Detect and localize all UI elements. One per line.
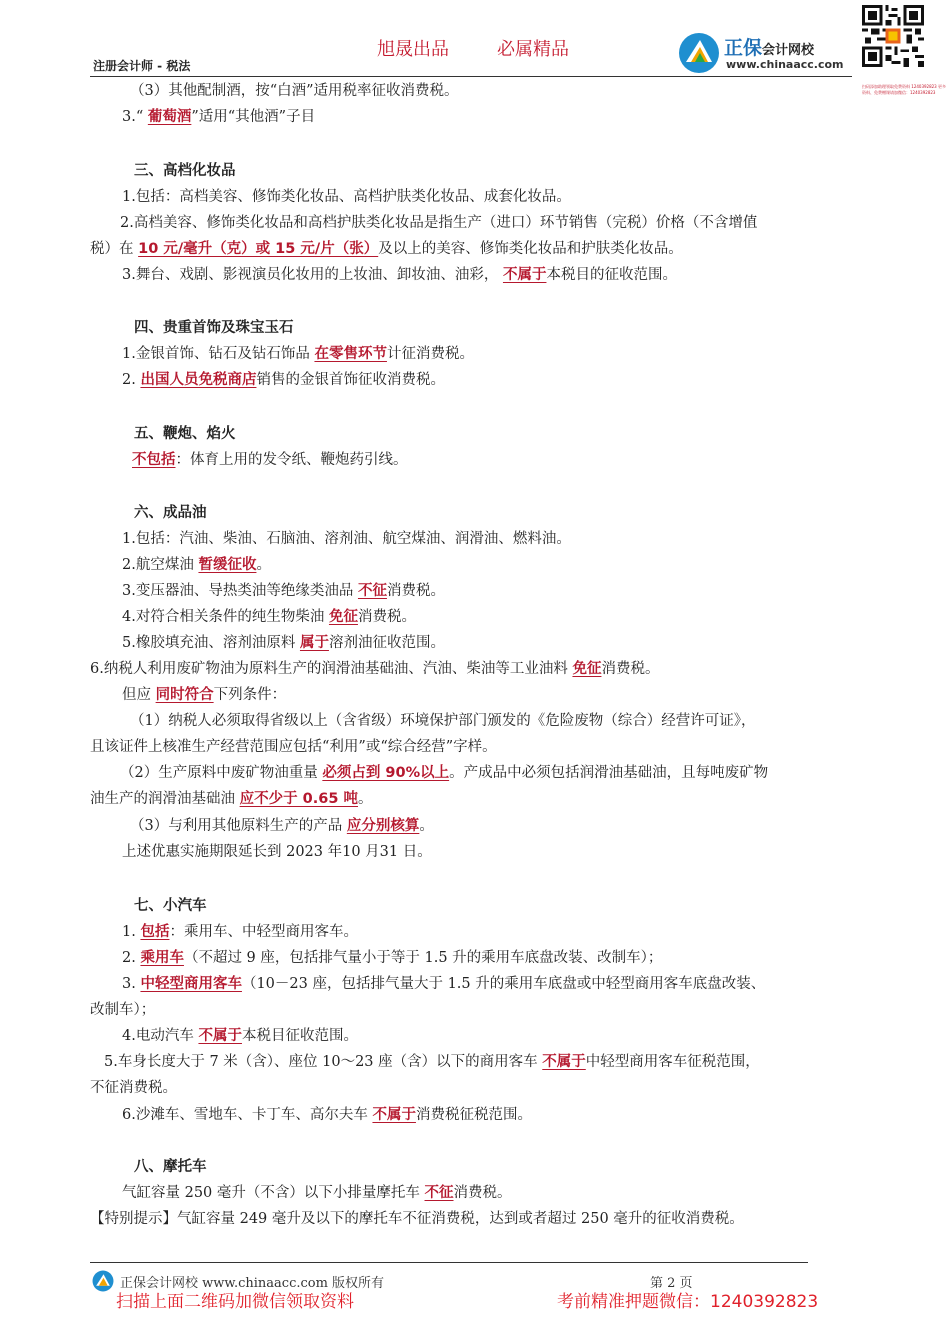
text-line xyxy=(90,1023,892,1049)
text-line xyxy=(90,104,892,130)
chinaacc-logo xyxy=(678,30,856,76)
text-run: 1.包括：高档美容、修饰类化妆品、高档护肤类化妆品、成套化妆品。 xyxy=(122,189,571,205)
text-run: 且该证件上核准生产经营范围应包括“利用”或“综合经营”字样。 xyxy=(90,739,497,755)
text-line xyxy=(90,262,892,288)
heading-text: 四、贵重首饰及珠宝玉石 xyxy=(134,320,294,336)
highlight-term: 不属于 xyxy=(372,1107,416,1123)
text-run: 油生产的润滑油基础油 xyxy=(90,791,240,807)
highlight-term: 出国人员免税商店 xyxy=(140,372,257,388)
text-run: 改制车）； xyxy=(90,1002,156,1018)
text-run: 1. xyxy=(122,924,141,940)
text-run: （不超过 9 座，包括排气量小于等于 1.5 升的乘用车底盘改装、改制车）； xyxy=(183,950,663,966)
text-line xyxy=(90,1180,892,1206)
text-line xyxy=(90,1206,860,1232)
text-run: 5.车身长度大于 7 米（含）、座位 10～23 座（含）以下的商用客车 xyxy=(104,1054,543,1070)
highlight-term: 同时符合 xyxy=(155,687,214,703)
highlight-term: 不包括 xyxy=(132,452,176,468)
text-line xyxy=(90,1049,874,1075)
text-run: 税）在 xyxy=(90,241,139,257)
text-run: 下列条件： xyxy=(213,687,287,703)
text-line xyxy=(90,1075,860,1101)
text-run: 上述优惠实施期限延长到 2023 年10 月31 日。 xyxy=(122,844,432,860)
text-run: 及以上的美容、修饰类化妆品和护肤类化妆品。 xyxy=(378,241,683,257)
text-line xyxy=(90,997,860,1023)
text-run: 但应 xyxy=(122,687,156,703)
text-run: 消费税。 xyxy=(357,609,416,625)
heading-text: 五、鞭炮、焰火 xyxy=(134,426,236,442)
text-line xyxy=(90,578,892,604)
text-run: 1.包括：汽油、柴油、石脑油、溶剂油、航空煤油、润滑油、燃料油。 xyxy=(122,531,571,547)
text-run: 3.“ xyxy=(122,109,148,125)
text-run: 。产成品中必须包括润滑油基础油，且每吨废矿物 xyxy=(449,765,769,781)
text-run: 4.对符合相关条件的纯生物柴油 xyxy=(122,609,329,625)
text-line xyxy=(90,945,892,971)
logo-mark-icon xyxy=(678,32,720,74)
heading-text: 七、小汽车 xyxy=(134,898,207,914)
text-run: ：体育上用的发令纸、鞭炮药引线。 xyxy=(175,452,408,468)
text-line xyxy=(90,839,892,865)
text-run: 。 xyxy=(256,557,271,573)
text-run: 溶剂油征收范围。 xyxy=(328,635,445,651)
logo-text: 正保会计网校 xyxy=(724,37,815,59)
text-line xyxy=(90,78,900,104)
text-line xyxy=(90,708,900,734)
text-run: 【特别提示】气缸容量 249 毫升及以下的摩托车不征消费税，达到或者超过 250 毫升的征收消费税。 xyxy=(90,1211,744,1227)
text-run: 2.高档美容、修饰类化妆品和高档护肤类化妆品是指生产（进口）环节销售（完税）价格（不含增值 xyxy=(120,215,758,231)
banner-left: 扫描上面二维码加微信领取资料 xyxy=(116,1292,354,1312)
highlight-term: 不属于 xyxy=(542,1054,586,1070)
highlight-term: 属于 xyxy=(299,635,329,651)
text-line xyxy=(90,447,902,473)
footer-divider xyxy=(90,1262,808,1263)
highlight-term: 应不少于 0.65 吨 xyxy=(239,791,358,807)
text-run: 不征消费税。 xyxy=(90,1080,177,1096)
text-line xyxy=(90,760,890,786)
section-heading xyxy=(90,421,904,447)
text-run: 6.沙滩车、雪地车、卡丁车、高尔夫车 xyxy=(122,1107,373,1123)
text-line xyxy=(90,656,860,682)
text-run: 本税目征收范围。 xyxy=(241,1028,358,1044)
heading-text: 三、高档化妆品 xyxy=(134,163,236,179)
footer-copyright: 正保会计网校 www.chinaacc.com 版权所有 xyxy=(120,1276,385,1291)
text-run: 5.橡胶填充油、溶剂油原料 xyxy=(122,635,300,651)
text-run: 本税目的征收范围。 xyxy=(546,267,677,283)
highlight-term: 葡萄酒 xyxy=(147,109,192,125)
slogan-left: 旭晟出品 xyxy=(377,39,449,60)
text-run: 中轻型商用客车征税范围， xyxy=(585,1054,760,1070)
text-line xyxy=(90,236,860,262)
qr-caption: 扫码添加助理领取免费资料 1240392823 更多资料、免费赠课请加微信：1240392823 xyxy=(862,84,946,95)
highlight-term: 不属于 xyxy=(502,267,547,283)
highlight-term: 暂缓征收 xyxy=(198,557,257,573)
text-line xyxy=(90,734,860,760)
footer-logo-icon xyxy=(92,1270,114,1292)
highlight-term: 免征 xyxy=(572,661,602,677)
section-heading xyxy=(90,893,904,919)
text-run: 2. xyxy=(122,950,141,966)
highlight-term: 在零售环节 xyxy=(314,346,387,362)
logo-url: www.chinaacc.com xyxy=(726,58,844,71)
text-run: 消费税征税范围。 xyxy=(415,1107,532,1123)
text-run: ：乘用车、中轻型商用客车。 xyxy=(169,924,358,940)
text-run: 消费税。 xyxy=(386,583,445,599)
text-run: 3.舞台、戏剧、影视演员化妆用的上妆油、卸妆油、油彩， xyxy=(122,267,503,283)
text-run: 1.金银首饰、钻石及钻石饰品 xyxy=(122,346,315,362)
text-run: 2.航空煤油 xyxy=(122,557,199,573)
text-line xyxy=(90,184,892,210)
text-run: 3.变压器油、导热类油等绝缘类油品 xyxy=(122,583,358,599)
text-run: 消费税。 xyxy=(453,1185,512,1201)
text-line xyxy=(90,786,860,812)
highlight-term: 免征 xyxy=(328,609,358,625)
text-line xyxy=(90,552,892,578)
text-run: （10－23 座，包括排气量大于 1.5 升的乘用车底盘或中轻型商用客车底盘改装、 xyxy=(241,976,766,992)
text-line xyxy=(90,604,892,630)
qr-code-icon xyxy=(862,5,924,67)
section-heading xyxy=(90,500,904,526)
text-run: 。 xyxy=(357,791,373,807)
text-run: 。 xyxy=(419,818,434,834)
highlight-term: 10 元/毫升（克）或 15 元/片（张） xyxy=(138,241,379,257)
header-divider xyxy=(90,76,852,77)
page-number: 第 2 页 xyxy=(650,1276,693,1291)
slogan-right: 必属精品 xyxy=(497,39,569,60)
text-run: 2. xyxy=(122,372,141,388)
highlight-term: 不征 xyxy=(424,1185,454,1201)
section-heading xyxy=(90,158,904,184)
text-line xyxy=(90,526,892,552)
highlight-term: 包括 xyxy=(140,924,170,940)
text-line xyxy=(90,210,890,236)
text-line xyxy=(90,919,892,945)
highlight-term: 乘用车 xyxy=(140,950,184,966)
text-line xyxy=(90,341,892,367)
text-line xyxy=(90,367,892,393)
text-line xyxy=(90,630,892,656)
text-run: 6.纳税人利用废矿物油为原料生产的润滑油基础油、汽油、柴油等工业油料 xyxy=(90,661,573,677)
highlight-term: 不征 xyxy=(357,583,387,599)
text-line xyxy=(90,971,892,997)
text-run: （1）纳税人必须取得省级以上（含省级）环境保护部门颁发的《危险废物（综合）经营许可证》， xyxy=(130,713,756,729)
text-run: 销售的金银首饰征收消费税。 xyxy=(256,372,445,388)
subject-title: 注册会计师 - 税法 xyxy=(93,59,191,73)
highlight-term: 应分别核算 xyxy=(346,818,420,834)
text-run: （2）生产原料中废矿物油重量 xyxy=(120,765,323,781)
banner-right: 考前精准押题微信：1240392823 xyxy=(557,1292,819,1312)
text-line xyxy=(90,1102,892,1128)
text-run: 气缸容量 250 毫升（不含）以下小排量摩托车 xyxy=(122,1185,425,1201)
text-run: ”适用“其他酒”子目 xyxy=(191,109,316,125)
highlight-term: 中轻型商用客车 xyxy=(140,976,242,992)
text-run: 3. xyxy=(122,976,141,992)
highlight-term: 不属于 xyxy=(198,1028,242,1044)
highlight-term: 必须占到 90%以上 xyxy=(322,765,450,781)
text-line xyxy=(90,813,900,839)
text-run: （3）其他配制酒，按“白酒”适用税率征收消费税。 xyxy=(130,83,459,99)
text-run: 4.电动汽车 xyxy=(122,1028,199,1044)
text-run: （3）与利用其他原料生产的产品 xyxy=(130,818,347,834)
section-heading xyxy=(90,315,904,341)
heading-text: 八、摩托车 xyxy=(134,1159,207,1175)
text-run: 计征消费税。 xyxy=(386,346,474,362)
heading-text: 六、成品油 xyxy=(134,505,207,521)
text-line xyxy=(90,682,892,708)
text-run: 消费税。 xyxy=(601,661,660,677)
section-heading xyxy=(90,1154,904,1180)
